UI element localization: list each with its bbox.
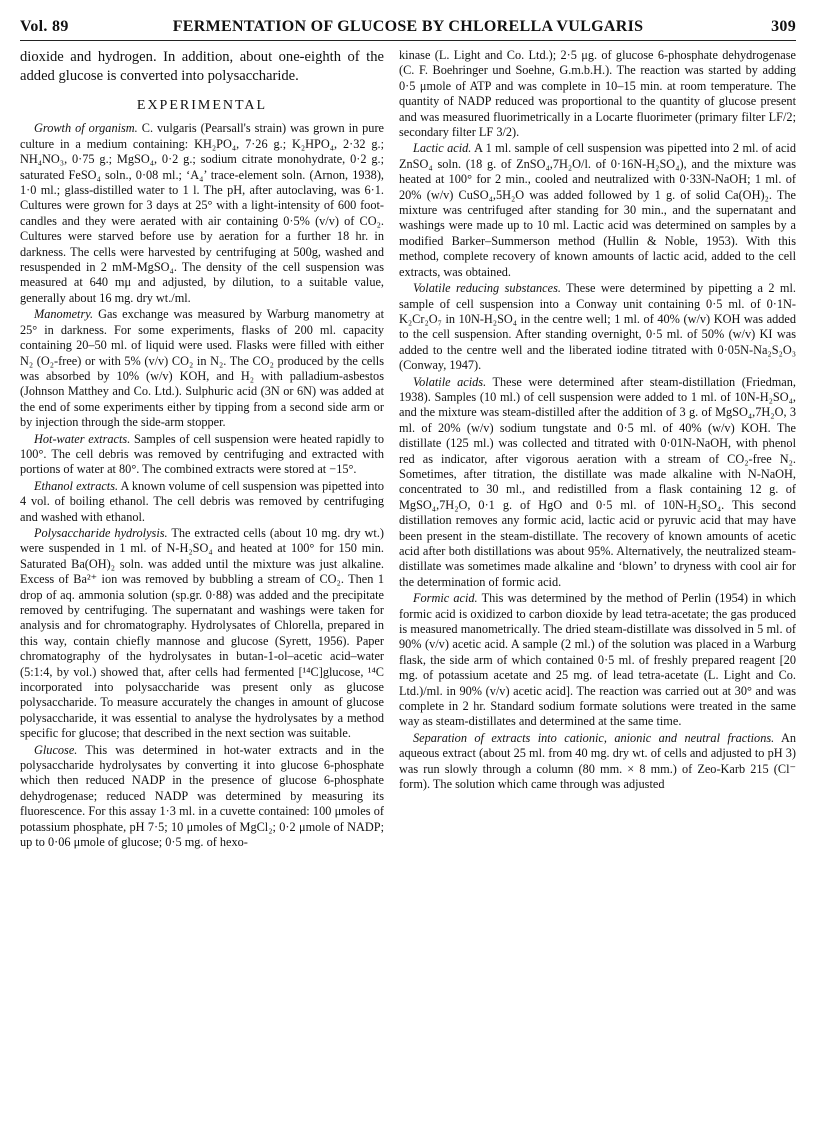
paragraph-growth xyxy=(20,121,384,306)
subheading-lactic: Lactic acid. xyxy=(413,141,472,156)
paragraph-hot-water xyxy=(20,432,384,478)
subheading-glucose: Glucose. xyxy=(34,742,78,757)
paragraph-volatile-reducing xyxy=(399,281,796,373)
subheading-polysaccharide: Polysaccharide hydrolysis. xyxy=(34,525,168,540)
subheading-ethanol: Ethanol extracts. xyxy=(34,478,119,493)
paragraph-polysaccharide xyxy=(20,526,384,742)
paragraph-ethanol xyxy=(20,479,384,525)
text-hot-water: Samples of cell suspension were heated rapidly to 100°. The cell debris was removed by centrifuging and extracted with portions of water at 80°. The combined extracts were stored at −15°. xyxy=(20,431,384,477)
subheading-formic: Formic acid. xyxy=(413,591,478,606)
text-separation: An aqueous extract (about 25 ml. from 40 mg. dry wt. of cells and adjusted to pH 3) was run slowly through a column (80 mm. × 8 mm.) of Zeo-Karb 215 (Cl⁻ form). The solution which came through was adjusted xyxy=(399,730,796,792)
text-formic: This was determined by the method of Perlin (1954) in which formic acid is oxidized to carbon dioxide by lead tetra-acetate; the gas produced is measured manometrically. The dried steam-distillate was dissolved in 5 ml. of 90% (v/v) acetic acid. A sample (2 ml.) of the solution was placed in a Warburg flask, the side arm of which contained 0·5 ml. of freshly prepared reagent [20 mg. of potassium acetate and 25 mg. of lead tetra-acetate (L. Light and Co. Ltd.)/ml. in 90% (v/v) acetic acid]. The reaction was carried out at 30° and was complete in 2 hr. Standard sodium formate solutions were treated in the same way as steam-distillates and determined at the same time. xyxy=(399,591,796,729)
text-lactic: A 1 ml. sample of cell suspension was pipetted into 2 ml. of acid ZnSO₄ soln. (18 g. of ZnSO₄,7H₂O/l. of 0·16N-H₂SO₄), and the mixture was heated at 100° for 2 min., cooled and neutralized with 0·33N-NaOH; 1 ml. of 20% (w/v) CuSO₄,5H₂O was added followed by 1 g. of solid Ca(OH)₂. The mixture was centrifuged after standing for 30 min., and the supernatant and washings were made up to 10 ml. Lactic acid was determined on samples by a modified Barker–Summerson method (Hullin & Noble, 1953). With this method, complete recovery of known amounts of lactic acid, added to the cell extracts, was obtained. xyxy=(399,141,796,279)
subheading-growth: Growth of organism. xyxy=(34,121,138,136)
left-column xyxy=(20,48,384,851)
paragraph-glucose xyxy=(20,743,384,851)
running-title: FERMENTATION OF GLUCOSE BY CHLORELLA VULGARIS xyxy=(172,18,644,35)
intro-paragraph: dioxide and hydrogen. In addition, about one-eighth of the added glucose is converted into polysaccharide. xyxy=(20,49,384,84)
running-header xyxy=(20,16,796,41)
subheading-manometry: Manometry. xyxy=(34,307,94,322)
paragraph-continuation: kinase (L. Light and Co. Ltd.); 2·5 μg. of glucose 6-phosphate dehydrogenase (C. F. Boehringer und Soehne, G.m.b.H.). The reaction was started by adding 0·5 μmole of ATP and was complete in 10–15 min. at room temperature. The quantity of NADP reduced was proportional to the quantity of glucose present and was measured fluorimetrically in a Locarte fluorimeter (primary filter LF/2; secondary filter LF 3/2). xyxy=(399,48,796,140)
subheading-hot-water: Hot-water extracts. xyxy=(34,431,131,446)
right-column xyxy=(399,48,796,793)
subheading-volatile-acids: Volatile acids. xyxy=(413,374,487,389)
text-volatile-reducing: These were determined by pipetting a 2 ml. sample of cell suspension into a Conway unit containing 0·5 ml. of 0·1N-K₂Cr₂O₇ in 10N-H₂SO₄ in the centre well; 1 ml. of 40% (w/v) KOH was added to the cell suspension. After standing overnight, 0·5 ml. of 50% (w/v) KI was added to the centre well and the liberated iodine titrated with 0·05N-Na₂S₂O₃ (Conway, 1947). xyxy=(399,281,796,373)
section-heading-experimental: EXPERIMENTAL xyxy=(136,98,268,113)
text-ethanol: A known volume of cell suspension was pipetted into 4 vol. of boiling ethanol. The cell debris was removed by centrifuging and washed with ethanol. xyxy=(20,478,385,524)
text-growth: C. vulgaris (Pearsall's strain) was grown in pure culture in a medium containing: KH₂PO₄, 7·26 g.; K₂HPO₄, 2·32 g.; NH₄NO₃, 0·75 g.; MgSO₄, 0·2 g.; sodium citrate monohydrate, 0·2 g.; saturated FeSO₄ soln., 0·08 ml.; ‘A₄’ trace-element soln. (Arnon, 1938), 1·0 ml.; glass-distilled water to 1 l. The pH, after autoclaving, was 6·1. Cultures were grown for 3 days at 25° with a light-intensity of 600 foot-candles and they were aerated with air containing 0·5% (v/v) of CO₂. Cultures were starved before use by aeration for a further 18 hr. in darkness. The cells were harvested by centrifuging at 500g, washed and resuspended in 2 mM-MgSO₄. The density of the cell suspension was measured at 640 mμ and adjusted, by dilution, to a suitable value, generally about 16 mg. dry wt./ml. xyxy=(20,121,385,305)
paragraph-manometry xyxy=(20,307,384,430)
text-glucose: This was determined in hot-water extracts and in the polysaccharide hydrolysates by converting it into glucose 6-phosphate which then reduced NADP in the presence of glucose 6-phosphate dehydrogenase; reduced NADP was determined by measuring its fluorescence. For this assay 1·3 ml. in a cuvette contained: 100 μmoles of potassium phosphate, pH 7·5; 10 μmoles of MgCl₂; 0·2 μmole of NADP; up to 0·06 μmole of glucose; 0·5 mg. of hexo- xyxy=(20,742,384,850)
text-volatile-acids: These were determined after steam-distillation (Friedman, 1938). Samples (10 ml.) of cell suspension were added to 1 ml. of 10N-H₂SO₄, and the mixture was steam-distilled after the addition of 3 g. of MgSO₄,7H₂O, 3 ml. of 20% (w/v) sodium tungstate and 0·5 ml. of 40% (w/v) KOH. The distillate (125 ml.) was collected and titrated with 0·01N-NaOH, with phenol red as indicator, after vigorous aeration with a stream of CO₂-free N₂. Sometimes, after titration, the distillate was made alkaline with N-NaOH, concentrated to 30 ml., and redistilled from a flask containing 12 g. of MgSO₄,7H₂O, 0·1 g. of HgO and 0·5 ml. of 10N-H₂SO₄. This second distillation removes any formic acid, lactic acid or pyruvic acid that may have been present in the steam-distillate. The recovery of known amounts of acetic acid after both distillations was about 95%. Alternatively, the neutralized steam-distillate was sometimes made alkaline and ‘blown’ to dryness with cool air for the determination of formic acid. xyxy=(399,374,796,589)
subheading-separation: Separation of extracts into cationic, anionic and neutral fractions. xyxy=(413,730,775,745)
text-polysaccharide: The extracted cells (about 10 mg. dry wt.) were suspended in 1 ml. of N-H₂SO₄ and heated at 100° for 150 min. Saturated Ba(OH)₂ soln. was added until the mixture was just alkaline. Excess of Ba²⁺ ion was removed by bubbling a stream of CO₂. Then 1 drop of aq. ammonia solution (sp.gr. 0·88) was added and the precipitate removed by centrifuging. The supernatant and washings were taken for analysis and for chromatography. Hydrolysates of Chlorella, prepared in this way, contain chiefly mannose and glucose (Syrett, 1956). Paper chromatography of the hydrolysates in butan-1-ol–acetic acid–water (5:1:4, by vol.) showed that, after cells had fermented [¹⁴C]glucose, ¹⁴C incorporated into polysaccharide was present only as glucose polysaccharide. To measure accurately the changes in amount of glucose polysaccharide, it was essential to analyse the hydrolysates by a method specific for glucose; that described in the next section was suitable. xyxy=(20,525,385,741)
text-manometry: Gas exchange was measured by Warburg manometry at 25° in darkness. For some experiments, flasks of 200 ml. capacity containing 20–50 ml. of liquid were used. Flasks were filled with either N₂ (O₂-free) or with 5% (v/v) CO₂ in N₂. The CO₂ produced by the cells was absorbed by 10% (w/v) KOH, and H₂ with palladium-asbestos (Johnson Matthey and Co. Ltd.). Sulphuric acid (3N or 6N) was added at the end of some experiments either by tipping from a second side arm or by injection through the side-arm stopper. xyxy=(20,307,384,430)
paragraph-formic xyxy=(399,591,796,730)
paragraph-lactic xyxy=(399,141,796,280)
page-number: 309 xyxy=(771,18,796,35)
volume-number: Vol. 89 xyxy=(20,18,69,35)
paragraph-separation xyxy=(399,731,796,793)
subheading-volatile-reducing: Volatile reducing substances. xyxy=(413,281,561,296)
paragraph-volatile-acids xyxy=(399,375,796,591)
